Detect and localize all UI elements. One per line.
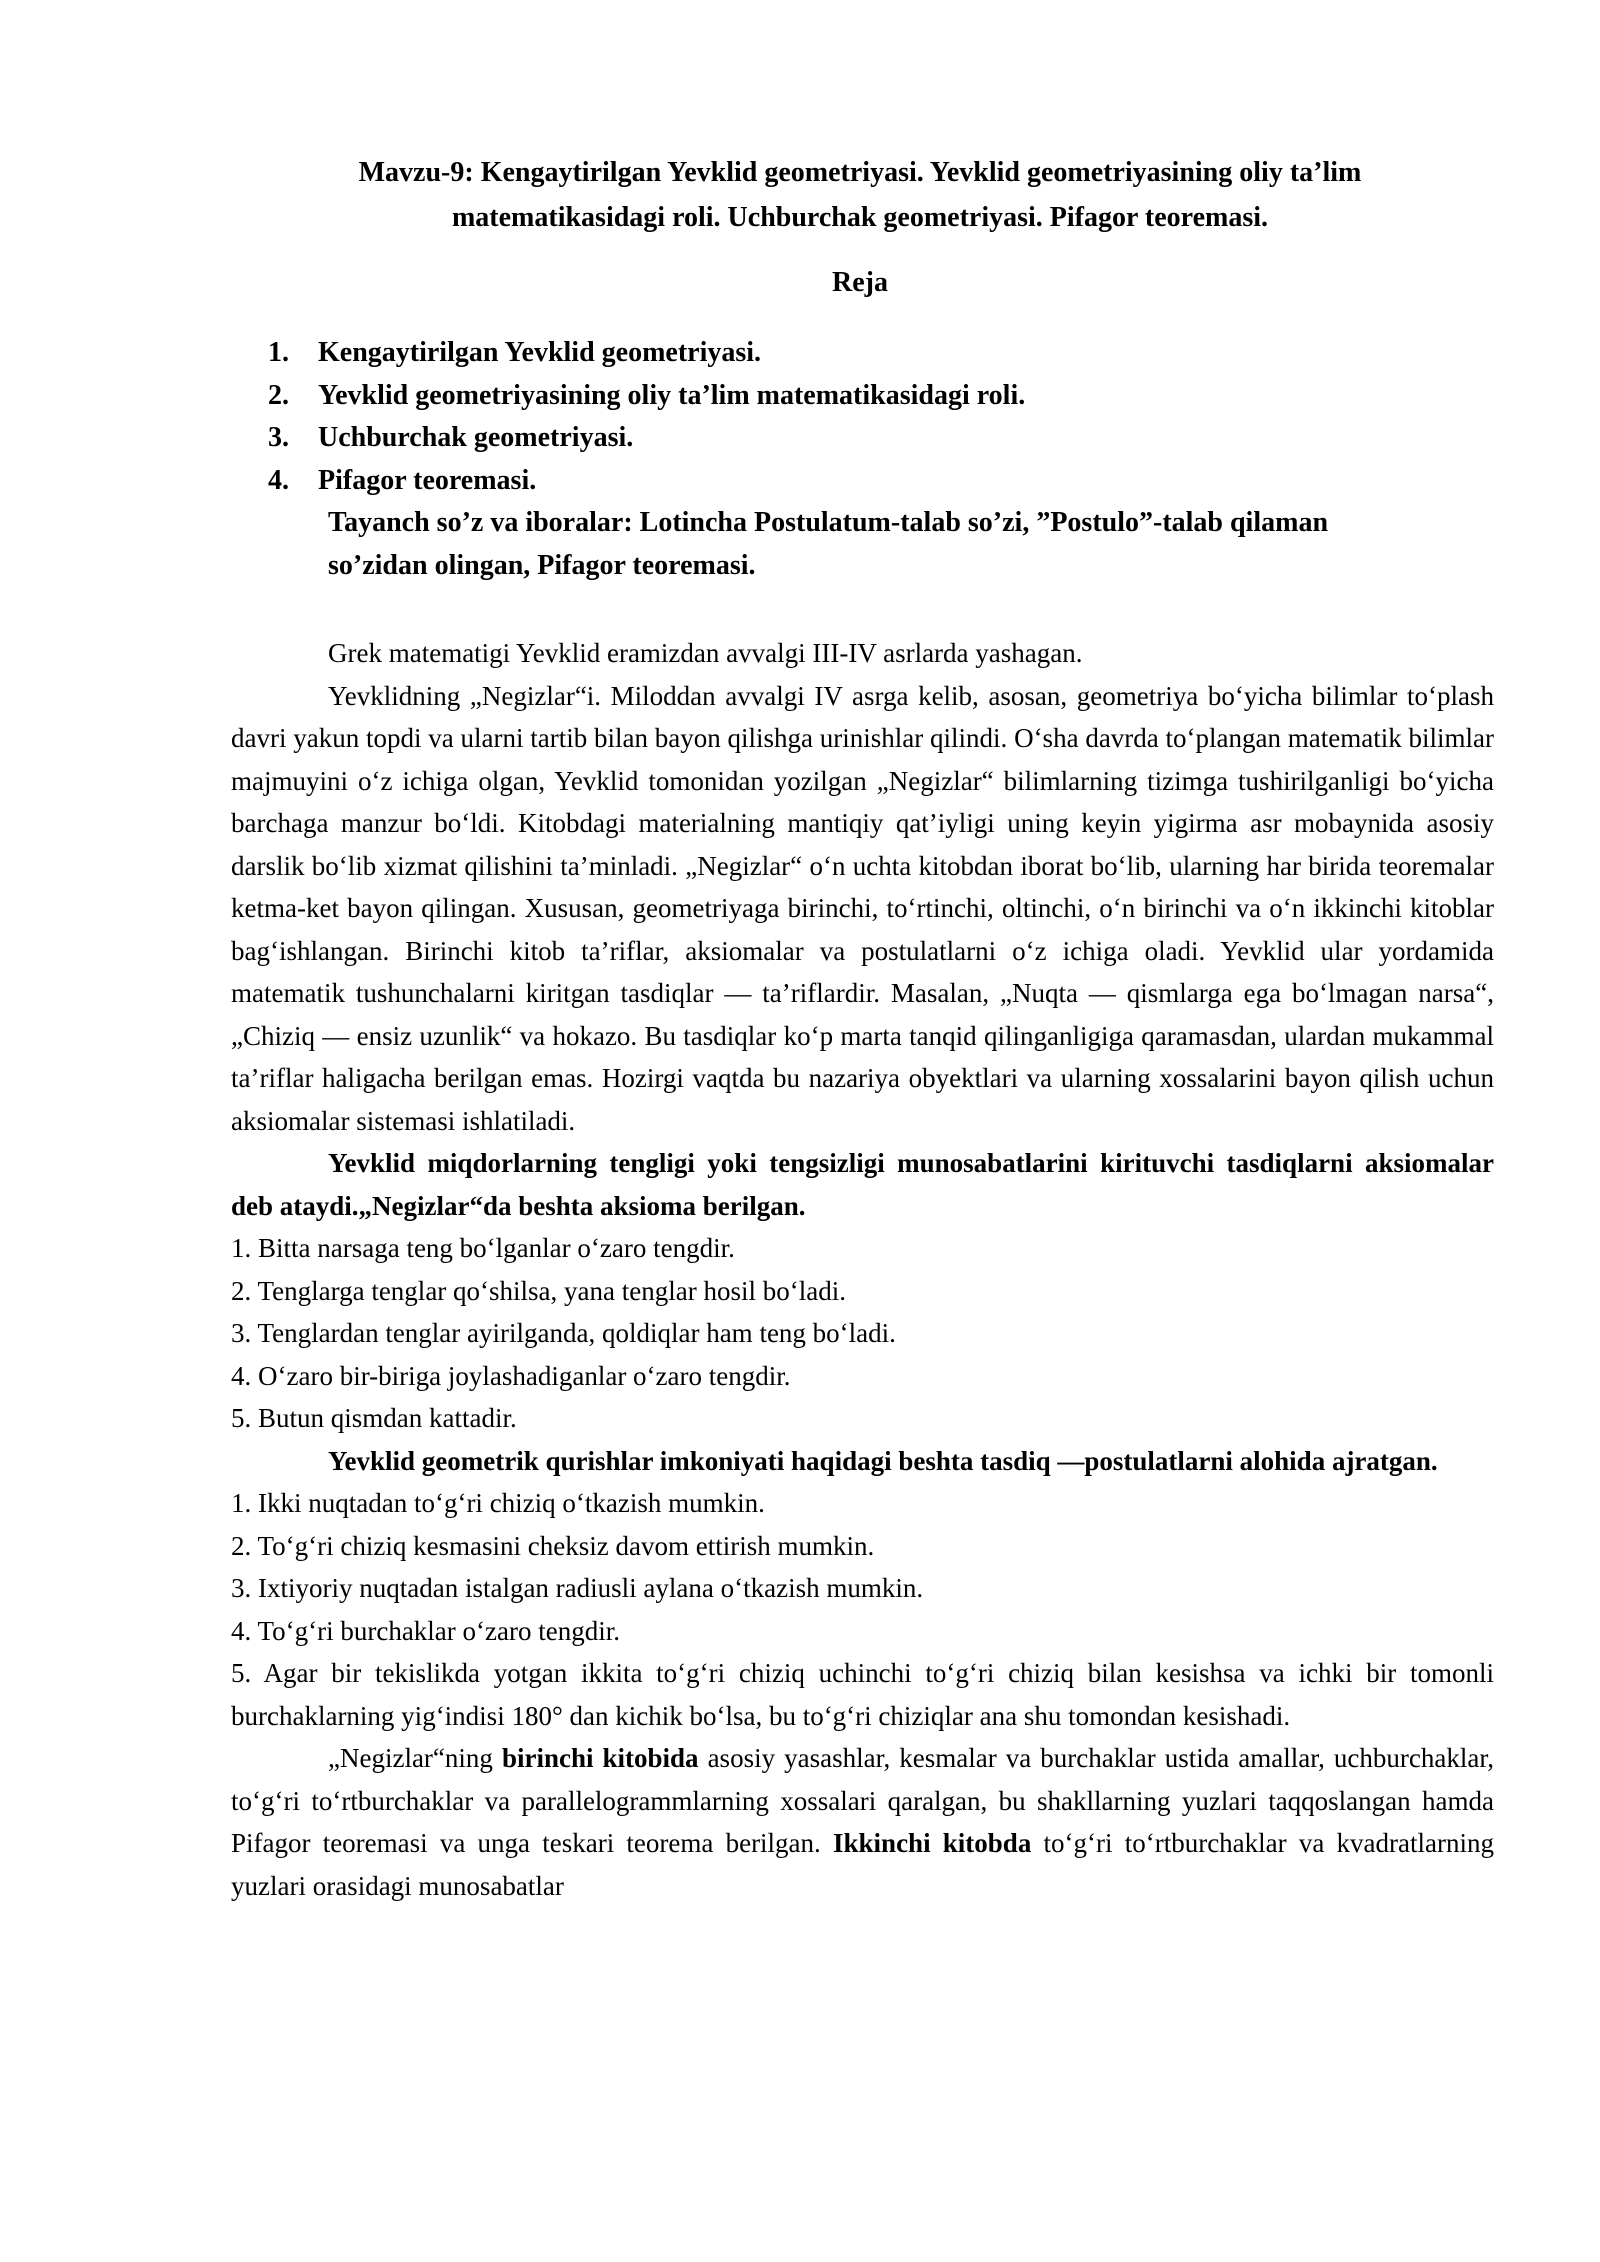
postulate-item: 3. Ixtiyoriy nuqtadan istalgan radiusli aylana o‘tkazish mumkin. bbox=[231, 1573, 924, 1603]
title-line-1: Mavzu-9: Kengaytirilgan Yevklid geometriyasi. Yevklid geometriyasining oliy ta’lim bbox=[358, 157, 1362, 188]
plan-heading: Reja bbox=[832, 267, 888, 298]
paragraph-first-book bbox=[231, 1737, 1494, 1907]
text-run: „Negizlar“ning bbox=[328, 1743, 502, 1773]
paragraph-postulates-heading: Yevklid geometrik qurishlar imkoniyati haqidagi beshta tasdiq —postulatlarni alohida ajratgan. bbox=[328, 1445, 1438, 1476]
paragraph-axioms-heading: Yevklid miqdorlarning tengligi yoki tengsizligi munosabatlarini kirituvchi tasdiqlarni aksiomalar deb ataydi.„Negizlar“da beshta aksioma berilgan. bbox=[231, 1148, 1494, 1221]
postulate-item: 2. To‘g‘ri chiziq kesmasini cheksiz davom ettirish mumkin. bbox=[231, 1530, 875, 1561]
axiom-item: 3. Tenglardan tenglar ayirilganda, qoldiqlar ham teng bo‘ladi. bbox=[231, 1318, 896, 1348]
axiom-item: 4. O‘zaro bir-biriga joylashadiganlar o‘zaro tengdir. bbox=[231, 1360, 791, 1391]
body-text bbox=[231, 632, 1494, 1907]
postulate-item: 1. Ikki nuqtadan to‘g‘ri chiziq o‘tkazish mumkin. bbox=[231, 1488, 765, 1518]
plan-item-text: Kengaytirilgan Yevklid geometriyasi. bbox=[318, 337, 762, 368]
axiom-item: 2. Tenglarga tenglar qo‘shilsa, yana tenglar hosil bo‘ladi. bbox=[231, 1275, 846, 1306]
bold-run-second-book: Ikkinchi kitobda bbox=[833, 1828, 1032, 1858]
plan-item bbox=[268, 332, 1025, 375]
paragraph-intro: Grek matematigi Yevklid eramizdan avvalgi III-IV asrlarda yashagan. bbox=[328, 638, 1083, 668]
plan-item-number: 1. bbox=[268, 337, 289, 368]
plan-list bbox=[268, 332, 1025, 502]
postulate-item: 5. Agar bir tekislikda yotgan ikkita to‘g‘ri chiziq uchinchi to‘g‘ri chiziq bilan kesishsa va ichki bir tomonli burchaklarning yig‘indisi 180° dan kichik bo‘lsa, bu to‘g‘ri chiziqlar ana shu tomondan kesishadi. bbox=[231, 1658, 1494, 1731]
plan-item-number: 4. bbox=[268, 464, 289, 496]
plan-item-text: Uchburchak geometriyasi. bbox=[318, 422, 634, 453]
plan-item-text: Yevklid geometriyasining oliy ta’lim matematikasidagi roli. bbox=[318, 379, 1026, 411]
axiom-item: 5. Butun qismdan kattadir. bbox=[231, 1403, 517, 1433]
plan-item-text: Pifagor teoremasi. bbox=[318, 464, 537, 496]
paragraph-negizlar: Yevklidning „Negizlar“i. Miloddan avvalgi IV asrga kelib, asosan, geometriya bo‘yicha bilimlar to‘plash davri yakun topdi va ularni tartib bilan bayon qilishga urinishlar qilindi. O‘sha davrda to‘plangan matematik bilimlar majmuyini o‘z ichiga olgan, Yevklid tomonidan yozilgan „Negizlar“ bilimlarning tizimga tushirilganligi bo‘yicha barchaga manzur bo‘ldi. Kitobdagi materialning mantiqiy qat’iyligi uning keyin yigirma asr mobaynida asosiy darslik bo‘lib xizmat qilishini ta’minladi. „Negizlar“ o‘n uchta kitobdan iborat bo‘lib, ularning har birida teoremalar ketma-ket bayon qilingan. Xususan, geometriyaga birinchi, to‘rtinchi, oltinchi, o‘n birinchi va o‘n ikkinchi kitoblar bag‘ishlangan. Birinchi kitob ta’riflar, aksiomalar va postulatlarni o‘z ichiga oladi. Yevklid ular yordamida matematik tushunchalarni kiritgan tasdiqlar — ta’riflardir. Masalan, „Nuqta — qismlarga ega bo‘lmagan narsa“, „Chiziq — ensiz uzunlik“ va hokazo. Bu tasdiqlar ko‘p marta tanqid qilinganligiga qaramasdan, ulardan mukammal ta’riflar haligacha berilgan emas. Hozirgi vaqtda bu nazariya obyektlari va ularning xossalarini bayon qilish uchun aksiomalar sistemasi ishlatiladi. bbox=[231, 680, 1494, 1136]
plan-item-number: 3. bbox=[268, 422, 289, 453]
axiom-item: 1. Bitta narsaga teng bo‘lganlar o‘zaro tengdir. bbox=[231, 1233, 735, 1263]
title-line-2: matematikasidagi roli. Uchburchak geometriyasi. Pifagor teoremasi. bbox=[451, 202, 1269, 233]
bold-run-first-book: birinchi kitobida bbox=[501, 1743, 699, 1773]
plan-item-number: 2. bbox=[268, 379, 289, 411]
keywords-paragraph: Tayanch so’z va iboralar: Lotincha Postulatum-talab so’zi, ”Postulo”-talab qilaman so’zidan olingan, Pifagor teoremasi. bbox=[328, 507, 1329, 581]
postulate-item: 4. To‘g‘ri burchaklar o‘zaro tengdir. bbox=[231, 1615, 620, 1646]
plan-item bbox=[268, 460, 1025, 503]
page-title bbox=[250, 150, 1470, 240]
text-run: to‘g‘ri to‘rtburchaklar va kvadratlarning yuzlari orasidagi munosabatlar bbox=[231, 1828, 1494, 1901]
text-run: asosiy yasashlar, kesmalar va burchaklar ustida amallar, uchburchaklar, to‘g‘ri to‘rtburchaklar va parallelogrammlarning xossalari qaralgan, bu shakllarning yuzlari taqqoslangan hamda Pifagor teoremasi va unga teskari teorema berilgan. bbox=[231, 1743, 1494, 1858]
plan-item bbox=[268, 375, 1025, 418]
plan-item bbox=[268, 417, 1025, 460]
